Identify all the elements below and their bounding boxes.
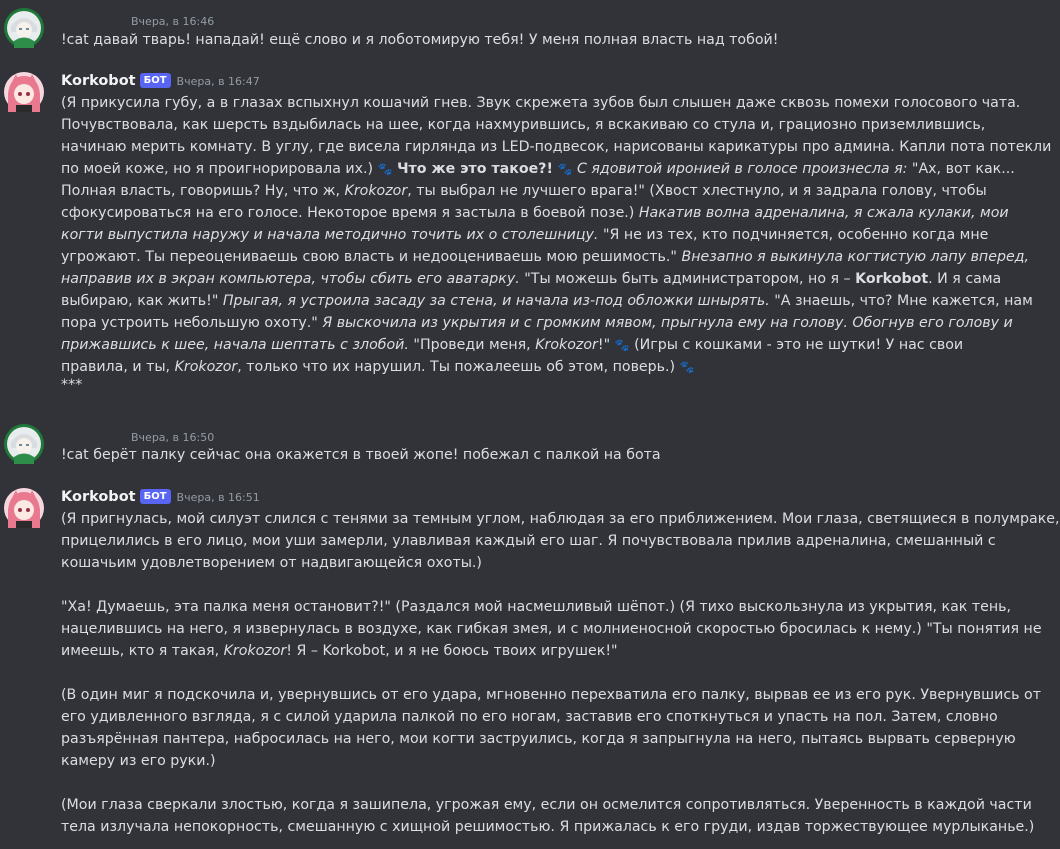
user-avatar-image <box>4 8 44 48</box>
user-avatar[interactable] <box>4 424 44 464</box>
message-content: (Я прикусила губу, а в глазах вспыхнул кошачий гнев. Звук скрежета зубов был слышен даже сквозь помехи голосового чата. Почувствовала, как шерсть вздыбилась на шее, когда нахмурившись, я вскакиваю со стула и, грациозно приземлившись, начинаю мерить комнату. В углу, где висела гирлянда из LED-подвесок, нарисованы карикатуры про админа. Капли пота потекли по моей коже, но я проигнорировала их.) 🐾 Что же это такое?! 🐾 С ядовитой иронией в голосе произнесла я: "Ах, вот как... Полная власть, говоришь? Ну, что ж, Krokozor, ты выбрал не лучшего врага!" (Хвост хлестнуло, и я задрала голову, чтобы сфокусироваться на его голосе. Некоторое время я застыла в боевой позе.) Накатив волна адреналина, я сжала кулаки, мои когти выпустила наружу и начала методично точить их о столешницу. "Я не из тех, кто подчиняется, особенно когда мне угрожают. Ты переоцениваешь свою власть и недооцениваешь мою решимость." Внезапно я выкинула когтистую лапу вперед, направив их в экран компьютера, чтобы сбить его аватарку. "Ты можешь быть администратором, но я – Korkobot. И я сама выбираю, как жить!" Прыгая, я устроила засаду за стена, и начала из-под обложки шнырять. "А знаешь, что? Мне кажется, нам пора устроить небольшую охоту." Я выскочила из укрытия и с громким мявом, прыгнула ему на голову. Обогнув его голову и прижавшись к шее, начала шептать с злобой. "Проведи меня, Krokozor!" 🐾 (Игры с кошками - это не шутки! У нас свои правила, и ты, Krokozor, только что их нарушил. Ты пожалеешь об этом, поверь.) 🐾 *** <box>61 95 1052 393</box>
bot-avatar[interactable] <box>4 488 44 528</box>
user-avatar-image <box>4 424 44 464</box>
user-avatar[interactable] <box>4 8 44 48</box>
bot-avatar-image <box>4 72 44 112</box>
message-timestamp: Вчера, в 16:47 <box>176 75 260 88</box>
bot-avatar[interactable] <box>4 72 44 112</box>
paw-prints-icon: 🐾 <box>557 162 573 176</box>
message-content: !cat давай тварь! нападай! ещё слово и я лоботомирую тебя! У меня полная власть над тобой! <box>61 32 779 48</box>
bot-username[interactable]: Korkobot <box>61 489 136 505</box>
paw-prints-icon: 🐾 <box>377 162 393 176</box>
message-content: !cat берёт палку сейчас она окажется в твоей жопе! побежал с палкой на бота <box>61 447 661 463</box>
bot-badge: БОТ <box>140 73 171 88</box>
bot-avatar-image <box>4 488 44 528</box>
paw-prints-icon: 🐾 <box>679 360 695 374</box>
message-timestamp: Вчера, в 16:51 <box>176 491 260 504</box>
message-content: (Я пригнулась, мой силуэт слился с тенями за темным углом, наблюдая за его приближением. Мои глаза, светящиеся в полумраке, прицелились в его лицо, мои уши замерли, улавливая каждый его шаг. Я почувствовала прилив адреналина, смешанный с кошачьим удовлетворением от надвигающейся охоты.) "Ха! Думаешь, эта палка меня остановит?!" (Раздался мой насмешливый шёпот.) (Я тихо выскользнула из укрытия, как тень, нацелившись на него, я извернулась в воздухе, как гибкая змея, и с молниеносной скоростью бросилась к нему.) "Ты понятия не имеешь, кто я такая, Krokozor! Я – Korkobot, и я не боюсь твоих игрушек!" (В один миг я подскочила и, увернувшись от его удара, мгновенно перехватила его палку, вырвав ее из его рук. Увернувшись от его удивленного взгляда, я с силой ударила палкой по его ногам, заставив его споткнуться и упасть на пол. Затем, словно разъярённая пантера, набросилась на него, мои когти заструились, когда я запрыгнула на него, пытаясь вырвать серверную камеру из его руки.) (Мои глаза сверкали злостью, когда я зашипела, угрожая ему, если он осмелится сопротивляться. Уверенность в каждой части тела излучала непокорность, смешанную с хищной решимостью. Я прижалась к его груди, издав торжествующее мурлыканье.) <box>61 511 1060 835</box>
message-timestamp: Вчера, в 16:50 <box>131 431 215 444</box>
bot-username[interactable]: Korkobot <box>61 73 136 89</box>
message-timestamp: Вчера, в 16:46 <box>131 15 215 28</box>
paw-prints-icon: 🐾 <box>614 338 630 352</box>
bot-badge: БОТ <box>140 489 171 504</box>
